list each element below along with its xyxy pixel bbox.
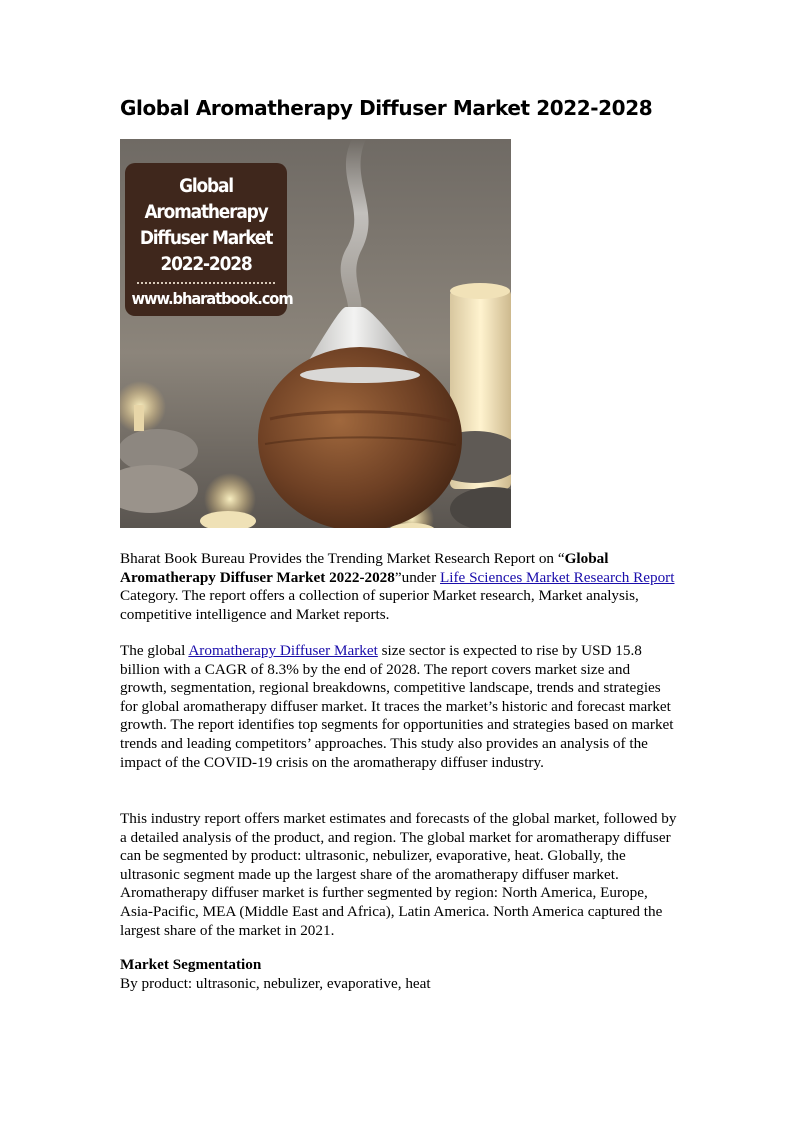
- intro-under: ”under: [394, 568, 440, 586]
- market-lead: The global: [120, 642, 189, 659]
- banner-url: www.bharatbook.com: [131, 289, 293, 308]
- banner-title-line: Global Aromatherapy: [144, 176, 268, 223]
- hero-image: [120, 139, 511, 528]
- category-link[interactable]: Life Sciences Market Research Report: [440, 568, 675, 586]
- banner-divider: [137, 282, 275, 284]
- banner-title-line: Diffuser Market: [139, 228, 273, 249]
- segmentation-section: [120, 956, 680, 993]
- segmentation-heading: Market Segmentation: [120, 956, 262, 973]
- segmentation-by-product: By product: ultrasonic, nebulizer, evaporative, heat: [120, 974, 431, 992]
- report-name: Global Aromatherapy Diffuser Market 2022-2028: [120, 550, 609, 586]
- market-rest: size sector is expected to rise by USD 15.8 billion with a CAGR of 8.3% by the end of 2028. The report covers market size and growth, segmentation, regional breakdowns, competitive landscape, trends and strategies for global aromatherapy diffuser market. It traces the market’s historic and forecast market growth. The report identifies top segments for opportunities and strategies based on market trends and leading competitors’ approaches. This study also provides an analysis of the impact of the COVID-19 crisis on the aromatherapy diffuser industry.: [120, 642, 674, 771]
- intro-rest: Category. The report offers a collection of superior Market research, Market analysis, competitive intelligence and Market reports.: [120, 587, 639, 623]
- market-link[interactable]: Aromatherapy Diffuser Market: [188, 642, 378, 659]
- image-banner: [125, 163, 293, 316]
- intro-lead: Bharat Book Bureau Provides the Trending Market Research Report on “: [120, 550, 565, 567]
- page-title: Global Aromatherapy Diffuser Market 2022-2028: [120, 96, 653, 120]
- market-size-paragraph: [120, 642, 680, 772]
- banner-year: 2022-2028: [160, 254, 252, 275]
- industry-paragraph: This industry report offers market estimates and forecasts of the global market, followed by a detailed analysis of the product, and region. The global market for aromatherapy diffuser can be segmented by product: ultrasonic, nebulizer, evaporative, heat. Globally, the ultrasonic segment made up the largest share of the aromatherapy diffuser market. Aromatherapy diffuser market is further segmented by region: North America, Europe, Asia-Pacific, MEA (Middle East and Africa), Latin America. North America captured the largest share of the market in 2021.: [120, 810, 677, 939]
- intro-paragraph: [120, 550, 680, 624]
